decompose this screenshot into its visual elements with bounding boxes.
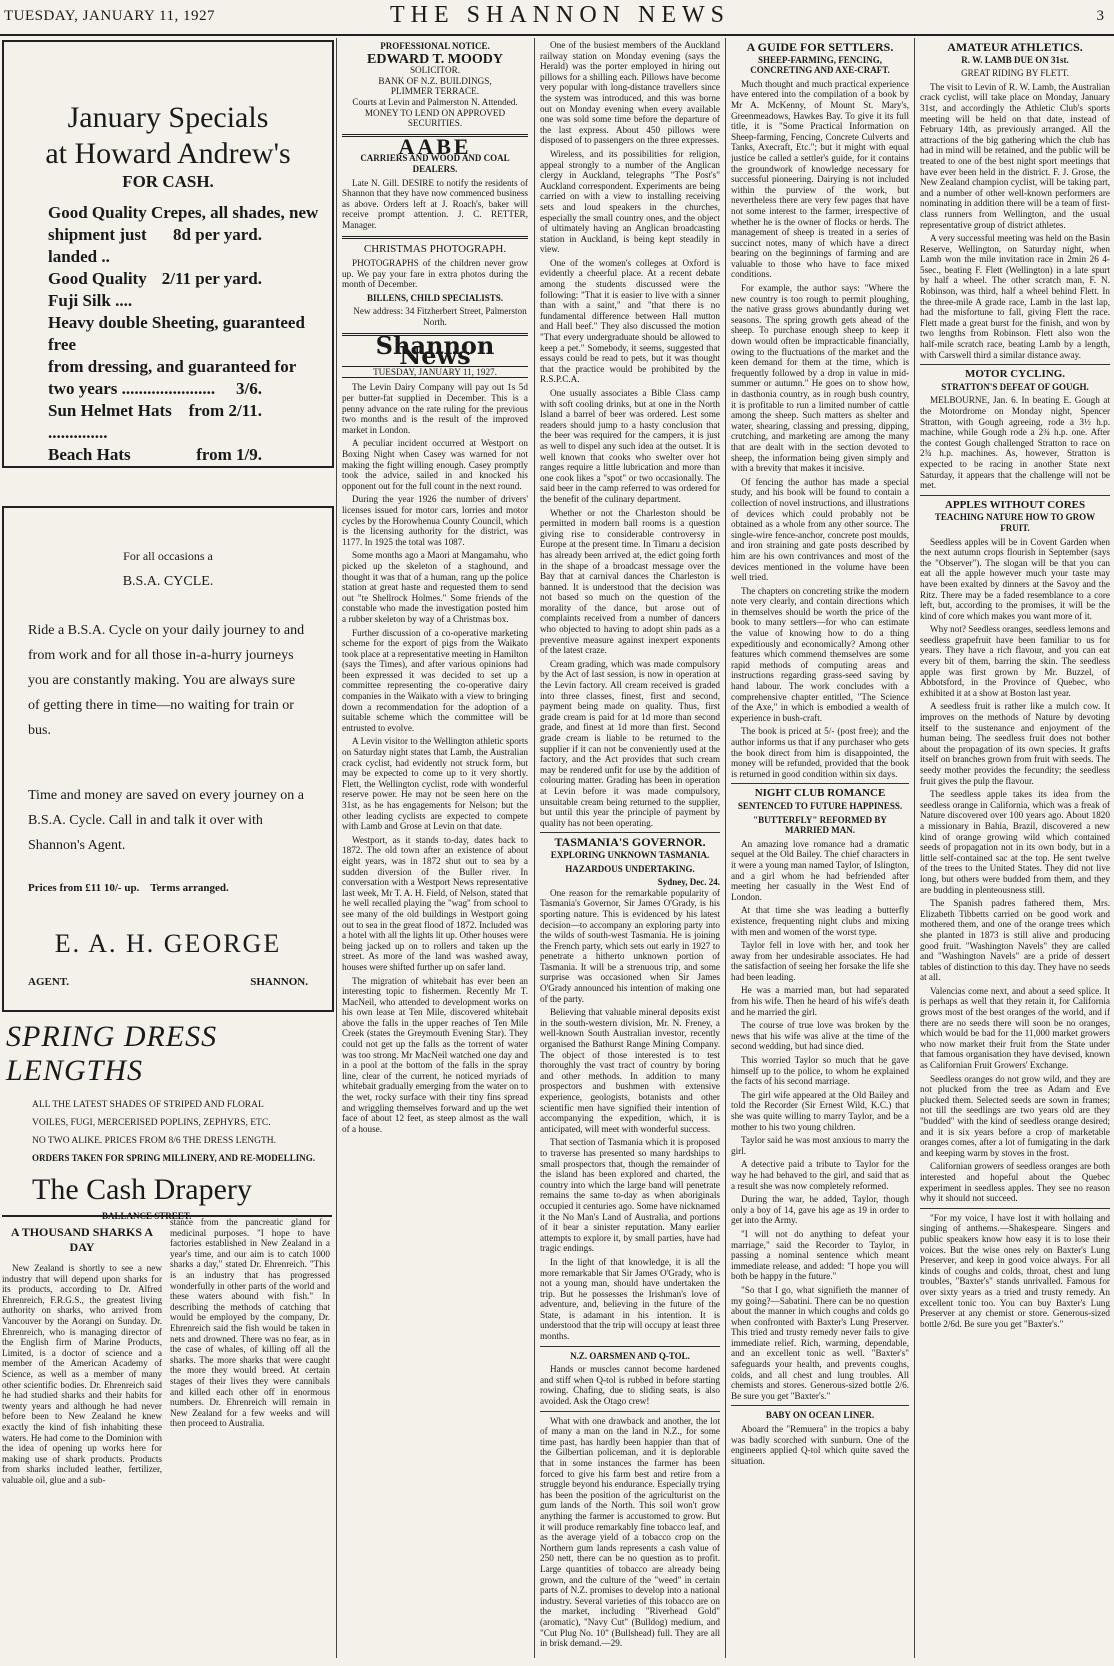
divider xyxy=(920,364,1110,365)
article-text: MELBOURNE, Jan. 6. In beating E. Gough at the Motordrome on Monday night, Spencer Stratton, with Gough agreeing, rode a 3½ h.p. machine, while Gough rode a 2¾ h.p. one. After the contest Gough challenged Stratton to race on 2¾ h.p. machines. As, however, Stratton is expected to be racing in another State next Saturday, it appears that the challenge will not be met. xyxy=(920,395,1110,491)
price-item xyxy=(4,378,332,400)
aabe-name: AABE xyxy=(398,133,472,159)
price-item xyxy=(4,356,332,378)
article-subheading: HAZARDOUS UNDERTAKING. xyxy=(565,863,695,874)
solicitor-line: BANK OF N.Z. BUILDINGS, xyxy=(378,75,492,86)
divider xyxy=(540,1346,720,1347)
editorial-date: TUESDAY, JANUARY 11, 1927. xyxy=(342,366,528,379)
article-text: Hands or muscles cannot become hardened and stiff when Q-tol is rubbed in before starting rowing. Chafing, due to sliding seats, is also avoided. Ask the Otago crew! xyxy=(540,1364,720,1407)
editorial-paragraphs xyxy=(342,382,528,1134)
price-item xyxy=(4,202,332,224)
article-text: Aboard the "Remuera" in the tropics a baby was badly scorched with sunburn. One of the engineers applied Q-tol which quite saved the situation. xyxy=(731,1424,909,1466)
item-price: from 1/9. xyxy=(196,445,262,464)
column-rule xyxy=(725,38,726,1658)
agent-name: E. A. H. GEORGE xyxy=(54,929,282,958)
ad-line: VOILES, FUGI, MERCERISED POPLINS, ZEPHYRS, ETC. xyxy=(32,1118,271,1128)
ad-brand: B.S.A. CYCLE. xyxy=(122,574,214,589)
aabe-text: Late N. Gill. DESIRE to notify the residents of Shannon that they have now commenced business as above. Orders left at J. Roach's, baker will receive prompt attention. J. C. RETTER, Manager. xyxy=(342,177,528,230)
article-heading: APPLES WITHOUT CORES xyxy=(944,498,1086,511)
news-paragraph: During the war, he added, Taylor, though only a boy of 14, gave his age as 19 in order to get into the Army. xyxy=(731,1194,909,1226)
item-price: from 2/11. xyxy=(188,401,262,420)
news-paragraph: "I will not do anything to defeat your marriage," said the Recorder to Taylor, in passing a nominal sentence which meant immediate release, and added: "I hope you will both be happy in the future." xyxy=(731,1228,909,1282)
news-paragraph: The chapters on concreting strike the modern note very clearly, and contain directions which in themselves should be worth the price of the book to many settlers—for who can estimate the value of knowing how to do a thing expeditiously and economically? Among other features which commend themselves are some rapid methods of computing areas and instructions regarding grass-seed saving by hand labour. The work concludes with a comprehensive chapter entitled, "The Science of the Axe," in which is embodied a wealth of experience in bush-craft. xyxy=(731,585,909,723)
news-paragraph: Why not? Seedless oranges, seedless lemons and seedless grapefruit have been familiar to us for years. They have a rich flavour, and you can eat every bit of them, barring the skin. The seedless apple was first grown by Mr. Buzzel, of Abbotsford, in the Province of Quebec, who exhibited it at a show at Boston last year. xyxy=(920,624,1110,698)
price-item xyxy=(4,224,332,268)
divider xyxy=(731,783,909,784)
column-rule xyxy=(336,38,337,1658)
news-paragraph: Seedless apples will be in Covent Garden when the next autumn crops flourish in September (says the "Observer"). The slogan will be that you can eat all the apple however much your taste may have been exalted by dinners at the Savoy and the Ritz. There may be a faded resemblance to a core left, but, according to the promises, it will be the kind of core which makes you want more of it. xyxy=(920,536,1110,621)
price-item xyxy=(4,312,332,356)
page-number: 3 xyxy=(1096,8,1104,24)
club-paragraphs xyxy=(731,839,909,1282)
tasmania-paragraphs xyxy=(540,888,720,1342)
news-paragraph: Valencias come next, and about a seed splice. It is perhaps as well that they retain it, for California grows most of the best oranges of the world, and if there are no seeds there will soon be no oranges, which would be bad for the 11,000 market growers who now market their fruit from the State under that famous organisation they have devised, known as Californian Fruit Growers' Exchange. xyxy=(920,985,1110,1071)
column-3 xyxy=(540,40,720,1658)
ad-line: ALL THE LATEST SHADES OF STRIPED AND FLORAL xyxy=(32,1100,264,1110)
article-subheading: GREAT RIDING BY FLETT. xyxy=(961,68,1069,79)
article-subheading: R. W. LAMB DUE ON 31st. xyxy=(961,54,1069,65)
agent-line xyxy=(4,970,332,995)
article-heading: TASMANIA'S GOVERNOR. xyxy=(554,835,706,850)
item-label: Good Quality Crepes, all shades, new xyxy=(48,203,319,222)
news-paragraph: The book is priced at 5/- (post free); and the author informs us that if any purchaser who gets the book direct from him is disappointed, the money will be refunded, provided that the book is returned in good condition within six days. xyxy=(731,726,909,779)
agent-town: SHANNON. xyxy=(250,976,308,988)
news-paragraph: One of the women's colleges at Oxford is evidently a cheerful place. At a recent debate among the students discussed were the following: "That it is easier to live with a sinner than with a saint," and "that there is no fundamental difference between Hall mutton and Hall beef." They also discussed the motion "That every undergraduate should be allowed to keep a pet." Somebody, it seems, suggested that essays could be read to pets, but it was thought that the practice would be prohibited by the R.S.P.C.A. xyxy=(540,257,720,385)
news-paragraph: One usually associates a Bible Class camp with soft cooling drinks, but at one in the North Island a barrel of beer was ordered. Lest some readers should jump to a hasty conclusion that the beer was required for the campers, it is just as well to dispel any such idea at the outset. It is well known that cooks who swelter over hot ranges require a little lubrication and more than one cook likes a "spot" or two occasionally. The said beer in the camp referred to was ordered for the benefit of the culinary department. xyxy=(540,388,720,504)
price-item xyxy=(4,268,332,312)
article-heading: BABY ON OCEAN LINER. xyxy=(765,1410,875,1421)
newspaper-title: THE SHANNON NEWS xyxy=(390,2,730,28)
news-paragraph: In the light of that knowledge, it is all the more remarkable that Sir James O'Grady, who is not a young man, should have undertaken the trip. But he possesses the Irishman's love of adventure, and, believing in the future of the State, is adamant in his intention. It is understood that the trip will occupy at least three months. xyxy=(540,1256,720,1342)
issue-date: TUESDAY, JANUARY 11, 1927 xyxy=(4,8,216,24)
howard-andrew-advert xyxy=(2,40,334,468)
agent-label: AGENT. xyxy=(28,976,70,988)
divider xyxy=(342,236,528,239)
news-paragraph: Taylor said he was most anxious to marry the girl. xyxy=(731,1135,909,1156)
divider xyxy=(540,832,720,833)
news-paragraph: The girl wife appeared at the Old Bailey and told the Recorder (Sir Ernest Wild, K.C.) that she was quite willing to marry Taylor, and be a mother to his two young children. xyxy=(731,1089,909,1132)
news-paragraph: Further discussion of a co-operative marketing scheme for the export of pigs from the Waikato took place at a representative meeting in Hamilton (says the Times), and after various opinions had been expressed it was decided to set up a committee representing the co-operative dairy companies in the Waikato with a view to bringing down a recommendation for the adoption of a suitable scheme which the committee will be entrusted to evolve. xyxy=(342,627,528,733)
article-heading: MOTOR CYCLING. xyxy=(964,368,1066,381)
sharks-article xyxy=(2,1215,332,1657)
news-paragraph: The Levin Dairy Company will pay out 1s 5d per butter-fat supplied in December. This is a penny advance on the rate ruling for the previous two months and is the result of the improved market in London. xyxy=(342,382,528,435)
item-label: shipment just landed .. xyxy=(48,225,147,266)
news-paragraph: Wireless, and its possibilities for religion, appeal strongly to a number of the Anglican clergy in Auckland, telegraphs "The Post's" Auckland correspondent. Experiments are being carried on with a view to installing receiving sets and loud speakers in the churches, especially the small country ones, and the object of ultimately having an Anglican broadcasting station in Auckland, is being kept steadily in view. xyxy=(540,148,720,255)
news-paragraph: A detective paid a tribute to Taylor for the way he had behaved to the girl, and said that as a result she was now completely reformed. xyxy=(731,1159,909,1191)
news-paragraph: A peculiar incident occurred at Westport on Boxing Night when Casey was warned for not making the fight willing enough. Casey promptly took the advice, sailed in and knocked his opponent out for the full count in the next round. xyxy=(342,438,528,491)
news-paragraph: That section of Tasmania which it is proposed to traverse has presented so many hardships to small prospectors that, though the remainder of the island has been explored and charted, the country into which the large band will penetrate remains the same to-day as when aboriginals occupied it centuries ago. Some have nicknamed it the No Man's Land of Australia, and portions of it bear a sinister reputation. Many earlier attempts to explore it, by small parties, have had tragic endings. xyxy=(540,1137,720,1254)
xmas-text: PHOTOGRAPHS of the children never grow up. We pay your fare in extra photos during the month of December. xyxy=(342,258,528,290)
article-subheading: EXPLORING UNKNOWN TASMANIA. xyxy=(550,849,710,860)
solicitor-line: MONEY TO LEND ON APPROVED SECURITIES. xyxy=(364,107,506,129)
cash-drapery-advert xyxy=(2,1020,332,1221)
billens-address: New address: 34 Fitzherbert Street, Palmerston North. xyxy=(353,306,527,328)
article-heading: A THOUSAND SHARKS A DAY xyxy=(10,1225,154,1254)
column-5 xyxy=(920,40,1110,1658)
divider xyxy=(920,1208,1110,1209)
item-label: Sun Helmet Hats .............. xyxy=(48,401,172,442)
notice-heading: PROFESSIONAL NOTICE. xyxy=(380,41,490,51)
item-label: Heavy double Sheeting, guaranteed free xyxy=(48,313,305,354)
news-paragraph: This worried Taylor so much that he gave himself up to the police, to whom he explained the facts of his second marriage. xyxy=(731,1055,909,1087)
news-paragraph: He was a married man, but had separated from his wife. Then he heard of his wife's death and he married the girl. xyxy=(731,985,909,1017)
column-rule xyxy=(914,38,915,1658)
price-item xyxy=(4,400,332,444)
item-price: 3/6. xyxy=(236,379,262,398)
news-paragraph: The seedless apple takes its idea from the seedless orange in California, which was a freak of Nature discovered over 100 years ago. About 1820 a missionary in Bahia, Brazil, discovered a new kind of orange growing wild which contained seeds of propagation not in its own body, but in a little self-contained sac at the top. He sent twelve of the trees to the United States. They did not live long, but others were budded from them, and they are budding in plenteousness still. xyxy=(920,789,1110,895)
ad-title-line2: at Howard Andrew's xyxy=(45,137,291,170)
news-paragraph: During the year 1926 the number of drivers' licenses issued for motor cars, lorries and motor cycles by the Horowhenua County Council, which is the licensing authority for the district, was 1177. In 1925 the total was 1087. xyxy=(342,494,528,547)
aabe-subtitle: CARRIERS AND WOOD AND COAL DEALERS. xyxy=(360,153,510,174)
news-paragraph: Of fencing the author has made a special study, and his book will be found to contain a collection of novel instructions, and illustrations of devices which could probably not be obtained as a whole from any other source. The single-wire fence-anchor, concrete post moulds, and iron straining and gate posts described by him are his own contrivances and most of the devices mentioned in the volume have been well tried. xyxy=(731,476,909,583)
column-2 xyxy=(342,40,528,1658)
news-paragraph: Seedless oranges do not grow wild, and they are not plucked from the tree as Adam and Eve plucked them. Selected seeds are sown in frames; not till the seedlings are two years old are they "budded" with the kind of seedless orange desired; and it is six years before a crop of marketable oranges comes, after a lot of fumigating in the dark and keeping warm by stoves in the frost. xyxy=(920,1073,1110,1158)
editorial-title: Shannon News xyxy=(375,330,495,371)
ad-line: ORDERS TAKEN FOR SPRING MILLINERY, AND RE-MODELLING. xyxy=(32,1153,316,1163)
news-paragraph: The Spanish padres fathered them, Mrs. Elizabeth Tibbetts carried on be good work and mothered them, and one of the orange trees which she planted in 1873 is still alive and producing good fruit. "Washington Navels" they are called and "Washington Navels" are a pride of dessert tables of distinction to this day. They have no seeds at all. xyxy=(920,898,1110,983)
tobacco-text: What with one drawback and another, the lot of many a man on the land in N.Z., for some time past, has hardly been happier than that of the Gilbertian policeman, and it is deplorable that in some instances the farmer has been forced to give his farm best and retire from a struggle beyond his endurance. Especially trying has been the position of the agriculturist on the gum lands of the North. This soil won't grow anything the farmer is accustomed to grow. But it will produce remarkably fine tobacco leaf, and as the average yield of a tobacco crop on the Northern gum lands represents a cash value of 250 nett, there can be no question as to profit. Large quantities of tobacco are already being grown, and the culture of the "weed" in certain parts of N.Z. promises to develop into a national industry. Several varieties of this tobacco are on the market, including "Riverhead Gold" (aromatic), "Navy Cut" (Bulldog) medium, and "Cut Plug No. 10" (Bullshead) full. They are all in brisk demand.—29. xyxy=(540,1415,720,1649)
divider xyxy=(920,495,1110,496)
ad-title: SPRING DRESS LENGTHS xyxy=(6,1020,218,1087)
item-price: 8d per yard. xyxy=(173,225,262,244)
baxter-text: "For my voice, I have lost it with hollaing and singing of anthems.—Shakespeare. Singers and public speakers know how easy it is to lose their voices. But the wise ones rely on Baxter's Lung Preserver, and keep in good voice always. For all kinds of coughs and colds, throat, chest and lung troubles, "Baxter's" stands unrivalled. Famous for over sixty years as a tried and trusty remedy. An excellent tonic too. You can buy Baxter's Lung Preserver at any chemist or store. Generous-sized bottle 2/6d. Be sure you get "Baxter's." xyxy=(920,1212,1110,1329)
ad-subtitle: FOR CASH. xyxy=(122,172,214,191)
xmas-heading: CHRISTMAS PHOTOGRAPH. xyxy=(363,242,507,255)
news-paragraph: The course of true love was broken by the news that his wife was alive at the time of the second wedding, but had since died. xyxy=(731,1020,909,1052)
news-paragraph: A Levin visitor to the Wellington athletic sports on Saturday night states that Lamb, the Australian crack cyclist, had evidently not struck form, but may be expected to come up to it very shortly. Flett, the Wellington cyclist, rode with wonderful reserve power. He may not be seen here on the 31st, as he has engagements for Nelson; but the other leading cyclists are expected to compete with Lamb and Grose at Levin on that date. xyxy=(342,736,528,832)
news-paragraph: Taylor fell in love with her, and took her away from her undesirable associates. He had the satisfaction of seeing her forsake the life she had been leading. xyxy=(731,940,909,982)
item-label: from dressing, and guaranteed for xyxy=(48,357,297,376)
news-paragraph: Whether or not the Charleston should be permitted in modern ball rooms is a question giving rise to considerable controversy in Europe at the present time. In Timaru a decision has already been arrived at, the edict going forth in the shape of a broadcast message over the Bay that at carnival dances the Charleston is banned. It is understood that the decision was not based so much on the question of the morality of the dance, but arose out of complaints received from a number of dancers who objected to having to adopt shin pads as a preventive measure against inexpert exponents of the latest craze. xyxy=(540,507,720,656)
item-label: two years ...................... xyxy=(48,379,216,398)
solicitor-details xyxy=(342,65,528,129)
athletics-paragraphs xyxy=(920,82,1110,360)
price-list xyxy=(4,202,332,468)
ad-title: January Specials xyxy=(67,101,269,134)
article-column xyxy=(2,1217,162,1485)
ad-paragraph: Ride a B.S.A. Cycle on your daily journey to and from work and for all those in-a-hurry journeys you are constantly making. You are always sure of getting there in time—no waiting for train or bus. xyxy=(28,623,305,738)
news-paragraph: One of the busiest members of the Auckland railway station on Monday evening (says the Herald) was the porter employed in hiring out pillows for a shilling each. Pillows have become very popular with long-distance travellers since the system was introduced, and this was borne out on Monday evening when every available one was sold some time before the departure of the last express. About 450 pillows were disposed of to passengers on the three expresses. xyxy=(540,40,720,146)
article-heading: AMATEUR ATHLETICS. xyxy=(947,40,1083,54)
price-item xyxy=(4,444,332,468)
news-paragraph: An amazing love romance had a dramatic sequel at the Old Bailey. The chief characters in it were a young man named Taylor, of Islington, and a girl whom he had befriended after meeting her casually in the West End of London. xyxy=(731,838,909,902)
news-paragraph: At that time she was leading a butterfly existence, frequenting night clubs and mixing with men and women of the worst type. xyxy=(731,905,909,937)
news-paragraph: One reason for the remarkable popularity of Tasmania's Governor, Sir James O'Grady, is his sporting nature. This is evidenced by his latest decision—to accompany an exploring party into the wilds of south-west Tasmania. He is joining the French party, which sets out early in 1927 to penetrate a hitherto unknown portion of Tasmania. It will be a strenuous trip, and some surprise was occasioned when Sir James O'Grady announced his intention of making one of the party. xyxy=(540,887,720,1004)
price-text: Prices from £11 10/- up. xyxy=(28,882,140,894)
article-text: stance from the pancreatic gland for medicinal purposes. "I hope to have factories established in New Zealand in a year's time, and our aim is to catch 1000 sharks a day," stated Dr. Ehrenreich. "This is an industry that has progressed wonderfully in other parts of the world and these waters abound with fish." In describing the methods of catching that would be employed by the company, Dr. Ehrenreich said the fish would be taken in nets and drowned. There was no fear, as in the case of whales, of killing off all the sharks. The more sharks that were caught the more they would breed. At certain stages of their lives they were cannibals and killed each other off in enormous numbers. Dr. Ehrenreich will remain in New Zealand for a few weeks and will then proceed to Australia. xyxy=(170,1217,330,1429)
news-paragraph: For example, the author says: "Where the new country is too rough to permit ploughing, the native grass grows abundantly during wet seasons. The spring growth gets ahead of the sheep. To purchase enough sheep to keep it down would often be impracticable financially, owing to the fluctuations of the market and the keen demand for them at the time, which is frequently followed by a drop in value in mid-summer or autumn." He goes on to show how, in dasthonia country, as in rough bush country, it is profitable to run a limited number of cattle among the sheep. Such matters as shelter and water, shearing, classing and pressing, dipping, crutching, and marketing are among the many that are dealt with in the section devoted to sheep, the information being given simply and with a brevity that makes it incisive. xyxy=(731,283,909,474)
article-column xyxy=(170,1217,330,1429)
news-paragraph: The visit to Levin of R. W. Lamb, the Australian crack cyclist, will take place on Monday, January 31st, and accordingly the Athletic Club's sports meeting will be held on that date, instead of February 14th, as previously arranged. All the attractions of the big gathering which the club has had in mind will be retained, and the public will be treated to one of the best night sport meetings that have ever been held in the district. F. J. Grose, the New Zealand champion cyclist, will be taking part, and a number of other well-known performers are nominating in addition there will be a team of first-class runners from Wellington, and the usual representative group of district athletes. xyxy=(920,81,1110,230)
item-price: 2/11 per yard. xyxy=(161,269,262,288)
solicitor-line: PLIMMER TERRACE. xyxy=(390,86,480,97)
guide-paragraphs xyxy=(731,79,909,780)
article-subheading: SENTENCED TO FUTURE HAPPINESS. xyxy=(737,800,903,811)
news-paragraph: Some months ago a Maori at Mangamahu, who picked up the skeleton of a staghound, and thought it was that of a human, rang up the police station at great haste and requested them to send out "te Shellrock Holmes." Some friends of the constable who made the investigation posted him a rubber skeleton by way of a Christmas box. xyxy=(342,550,528,624)
firm-street: BALLANCE STREET. xyxy=(102,1211,192,1221)
news-paragraph: Believing that valuable mineral deposits exist in the south-western division, Mr. N. Freney, a well-known South Australian investor, recently organised the Bathurst Range Mining Company. The object of those interested is to test thoroughly the vast tract of country by boring and other methods. In addition to many prospectors and bushmen with extensive experience, geologists, botanists and other scientific men have signified their intention of accompanying the expedition, which, it is anticipated, will meet with wonderful success. xyxy=(540,1007,720,1134)
article-heading: A GUIDE FOR SETTLERS. xyxy=(746,40,894,54)
masthead xyxy=(0,0,1114,36)
solicitor-name: EDWARD T. MOODY xyxy=(367,51,503,67)
article-subheading: "BUTTERFLY" REFORMED BY MARRIED MAN. xyxy=(753,814,887,836)
ad-paragraph: Time and money are saved on every journey on a B.S.A. Cycle. Call in and talk it over with Shannon's Agent. xyxy=(28,788,304,853)
news-paragraph: The migration of whitebait has ever been an interesting topic to fishermen. Recently Mr T. MacNeil, who attended to development works on his own lease at Ten Mile, discovered whitebait above the falls in the upper reaches of Ten Mile Creek (states the Greymouth Evening Star). They could not get up the falls as the torrent of water was too strong. Mr MacNeil watched one day and in a pool at the bottom of the falls in the spray line, clear of the current, he noticed myriads of whitebait gradually emerging from the water on to the wet, rocky surface with their tiny fins spread and wriggling themselves forward and up the wet face of about 12 feet, as steep almost as the wall of a house. xyxy=(342,975,528,1134)
news-paragraph: Much thought and much practical experience have entered into the compilation of a book by Mr A. McKenny, of Mount St. Mary's, Greenmeadows, Hawkes Bay. To give it its full title, it is "Some Practical Information on Sheep-farming, Fencing, Concrete Culverts and Tanks, Axecraft, Etc."; but it might with equal justice be called a settler's guide, for it contains the groundwork of knowledge necessary for successful pioneering. Dairying is not included within the purview of the work, but nevertheless there are very few pages that have not some interest to the farmer, irrespective of whether he is the owner of flocks or herds. The management of sheep is treated in a series of succinct notes, many of which have a direct bearing on the beginnings of farming and are valuable to those who have to face mixed conditions. xyxy=(731,78,909,280)
ad-intro: For all occasions a xyxy=(123,549,213,563)
column-4 xyxy=(731,40,909,1658)
article-text: New Zealand is shortly to see a new industry that will depend upon sharks for its products, according to Dr. Alfred Ehrenreich, F.R.G.S., the greatest living authority on sharks, who arrived from Vancouver by the Aorangi on Sunday. Dr. Ehrenreich, who is managing director of the English firm of Marine Products, Limited, is a doctor of science and a member of the American Academy of Science, as well as a member of many other scientific bodies. Dr. Ehrenreich said he had studied sharks and their habits for twenty years and although he had never before been to New Zealand he knew exactly the kind of fish inhabiting these waters. He had come to the Dominion with the idea of opening up works here for making use of shark products. Products from sharks included leather, fertilizer, valuable oil, glue and a sub- xyxy=(2,1263,162,1485)
article-subheading: STRATTON'S DEFEAT OF GOUGH. xyxy=(941,381,1089,392)
bsa-cycle-advert xyxy=(2,506,334,1012)
terms-text: Terms arranged. xyxy=(150,882,229,894)
divider xyxy=(540,1411,720,1412)
sabatini-text: "So that I go, what signifieth the manner of my going?—Sabatini. There can be no question about the manner in which coughs and colds go when confronted with Baxter's Lung Preserver. This tried and trusty remedy never fails to give immediate relief. Rich, warming, dependable, and an excellent tonic as well. "Baxter's" safeguards your health, and prevents coughs, colds, and all chest and lung troubles. All chemists and stores. Generous-sized bottle 2/6. Be sure you get "Baxter's." xyxy=(731,1284,909,1401)
ad-line: NO TWO ALIKE. PRICES FROM 8/6 THE DRESS LENGTH. xyxy=(32,1136,277,1146)
article-dateline: Sydney, Dec. 24. xyxy=(657,877,720,888)
solicitor-line: SOLICITOR. xyxy=(409,65,461,76)
article-heading: N.Z. OARSMEN AND Q-TOL. xyxy=(570,1350,690,1361)
article-subheading: TEACHING NATURE HOW TO GROW FRUIT. xyxy=(934,512,1096,533)
article-subheading: SHEEP-FARMING, FENCING, CONCRETING AND AXE-CRAFT. xyxy=(750,54,890,76)
news-paragraph: Westport, as it stands to-day, dates back to 1872. The old town after an existence of about eight years, was in 1872 shut out to sea by a sudden diversion of the Buller river. In conversation with a Westport News representative last week, Mr T. A. H. Field, of Nelson, stated that he well recalled playing the "wag" from school to see many of the old buildings in Westport going out to sea in the great flood of 1872. Included was a hotel with all the lights lit up. Other houses were being jacked up on to rollers and taken up the street. As more of the land was washed away, houses were shifted further up on safer land. xyxy=(342,834,528,972)
news-paragraph: A seedless fruit is rather like a mulch cow. It improves on the methods of Nature by devoting itself to the sustenance and enjoyment of the human being. The seedless fruit does not bother about the propagation of its own species. It grafts itself on branches grown from fruit with seeds. The seedy mother provides the fecundity; the seedless fruit gives the pulp the flavour. xyxy=(920,701,1110,786)
divider xyxy=(731,1405,909,1406)
billens-name: BILLENS, CHILD SPECIALISTS. xyxy=(366,292,504,303)
news-paragraph: Cream grading, which was made compulsory by the Act of last session, is now in operation at the Levin factory. All cream received is graded into three classes, finest, first and second, payment being made on quality. Thus, first grade cream is paid for at 1d more than second grade, and finest at 1d more than first. Second grade cream is liable to be returned to the supplier if it can not be conveniently used at the factory, and the Act provides that such cream may be rendered unfit for use by the addition of colouring matter. Grading has been in operation at Levin before it was made compulsory, unsuitable cream being returned to the supplier, but until this year the principle of payment by quality has not been operating. xyxy=(540,658,720,828)
solicitor-line: Courts at Levin and Palmerston N. Attended. xyxy=(352,96,518,107)
news-paragraph: Californian growers of seedless oranges are both interested and hopeful about the Quebec experiment in seedless apples. They see no reason why it should not succeed. xyxy=(920,1161,1110,1204)
item-label: Good Quality Fuji Silk .... xyxy=(48,269,147,310)
firm-name: The Cash Drapery xyxy=(32,1173,252,1206)
ad-prices xyxy=(4,876,332,901)
news-paragraphs xyxy=(540,40,720,828)
article-heading: NIGHT CLUB ROMANCE xyxy=(754,787,886,800)
column-rule xyxy=(534,38,535,1658)
item-label: Beach Hats xyxy=(48,445,131,464)
apples-paragraphs xyxy=(920,537,1110,1204)
news-paragraph: A very successful meeting was held on the Basin Reserve, Wellington, on Saturday night, when Lamb won the mile invitation race in 2min 26 4-5sec., beating F. Flett (Wellington) in a late spurt by half a wheel. The other scratch man, F. N. Robinson, was third, half a wheel behind Flett. In the three-mile A grade race, Lamb in the last lap, had the misfortune to fall, giving Flett the race. Flett made a great burst for the finish, and won by two lengths from Robinson. Flett also won the half-mile scratch race, beating Lamb by a length, with Carswell third a similar distance away. xyxy=(920,233,1110,360)
